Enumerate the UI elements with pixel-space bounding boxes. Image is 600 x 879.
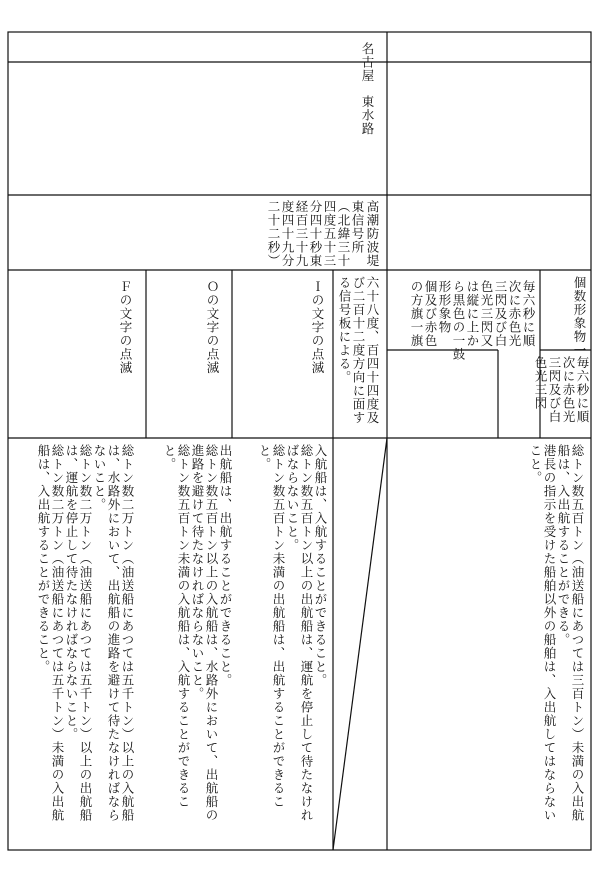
station-lon: 経百三十九 <box>294 200 309 268</box>
signal-f-label: Ｆの文字の点滅 <box>118 280 133 375</box>
count-label: 個数 <box>572 276 587 303</box>
station-lon-deg: 度四十九分 <box>280 200 295 268</box>
light1-line-3: 三閃及び白 <box>493 280 508 348</box>
rule-o-line-5: と。 <box>162 444 177 471</box>
station-lat-deg: 四度五十三 <box>322 200 337 268</box>
light2-line-1: 毎六秒に順 <box>575 356 590 424</box>
light1-line-7: 形形象物 <box>437 280 452 334</box>
rule-f-line-7: 船は、入出航することができること。 <box>36 444 51 674</box>
signal-method-line-3: る信号板による。 <box>337 276 352 384</box>
rule-o-line-2: 総トン数五百トン以上の入航船は、水路外において、出航船の <box>204 444 219 822</box>
rule-i-line-5: と。 <box>257 444 272 471</box>
rule-i-line-1: 入航船は、入航することができること。 <box>313 444 328 687</box>
rule-f-line-5: は、運航を停止して待たなければならないこと。 <box>64 444 79 741</box>
signal-method-line-1: 六十八度、百四十四度及 <box>365 276 380 425</box>
rule-top-line-1: 総トン数五百トン（油送船にあつては三百トン）未満の入出航 <box>570 444 585 822</box>
light1-line-2: 次に赤色光 <box>507 280 522 348</box>
diagonal-slash <box>333 438 387 850</box>
light1-line-8: 個及び赤色 <box>423 280 438 348</box>
light2-line-3: 三閃及び白 <box>547 356 562 424</box>
light1-line-5: は縦に上か <box>465 280 480 348</box>
rule-f-line-3: ないこと。 <box>92 444 107 512</box>
shape-type-label: 形象物 <box>572 303 587 344</box>
light2-line-2: 次に赤色光 <box>561 356 576 424</box>
light1-line-9: の方旗一旗 <box>409 280 424 348</box>
rule-o-line-3: 進路を避けて待たなければならないこと。 <box>190 444 205 701</box>
rule-f-line-6: 総トン数二万トン（油送船にあつては五千トン）未満の入出航 <box>50 444 65 822</box>
rule-f-line-4: 総トン数二万トン（油送船にあつては五千トン）以上の出航船 <box>78 444 93 822</box>
rule-f-line-2: は、水路外において、出航船の進路を避けて待たなければなら <box>106 444 121 822</box>
rule-i-line-2: 総トン数五百トン以上の出航船は、運航を停止して待たなけれ <box>299 444 314 822</box>
rule-f-line-1: 総トン数二万トン（油送船にあつては五千トン）以上の入航船 <box>120 444 135 822</box>
rule-top-line-2: 船は、入出航することができる。 <box>556 444 571 647</box>
shape-label <box>572 276 586 357</box>
shape-count: 一 <box>572 343 587 357</box>
rule-top-line-3: 港長の指示を受けた船舶以外の船舶は、入出航してはならない <box>542 444 557 822</box>
port-name: 名古屋 <box>360 42 375 83</box>
light1-line-1: 毎六秒に順 <box>521 280 536 348</box>
station-name: 高潮防波堤 <box>365 200 380 268</box>
light2-line-4: 色光三閃 <box>533 356 548 410</box>
light1-line-6: ら黒色の一鼓 <box>451 280 466 361</box>
rule-top-line-4: こと。 <box>528 444 543 485</box>
signal-method-line-2: び二百十二度方向に面す <box>351 276 366 425</box>
rule-o-line-4: 総トン数五百トン未満の入航船は、入航することができるこ <box>176 444 191 809</box>
signal-o-label: Ｏの文字の点滅 <box>205 280 220 375</box>
station-lat-min: 分四十秒東 <box>308 200 323 268</box>
rule-i-line-4: 総トン数五百トン未満の出航船は、出航することができるこ <box>271 444 286 809</box>
rule-o-line-1: 出航船は、出航することができること。 <box>218 444 233 687</box>
station-lat: （北緯三十 <box>336 200 351 268</box>
station-sub: 東信号所 <box>350 200 365 254</box>
route-name: 東水路 <box>360 95 375 136</box>
rule-i-line-3: ばならないこと。 <box>285 444 300 552</box>
signal-i-label: Ｉの文字の点滅 <box>310 280 325 375</box>
station-lon-sec: 二十二秒） <box>266 200 281 268</box>
light1-line-4: 色光三閃又 <box>479 280 494 348</box>
